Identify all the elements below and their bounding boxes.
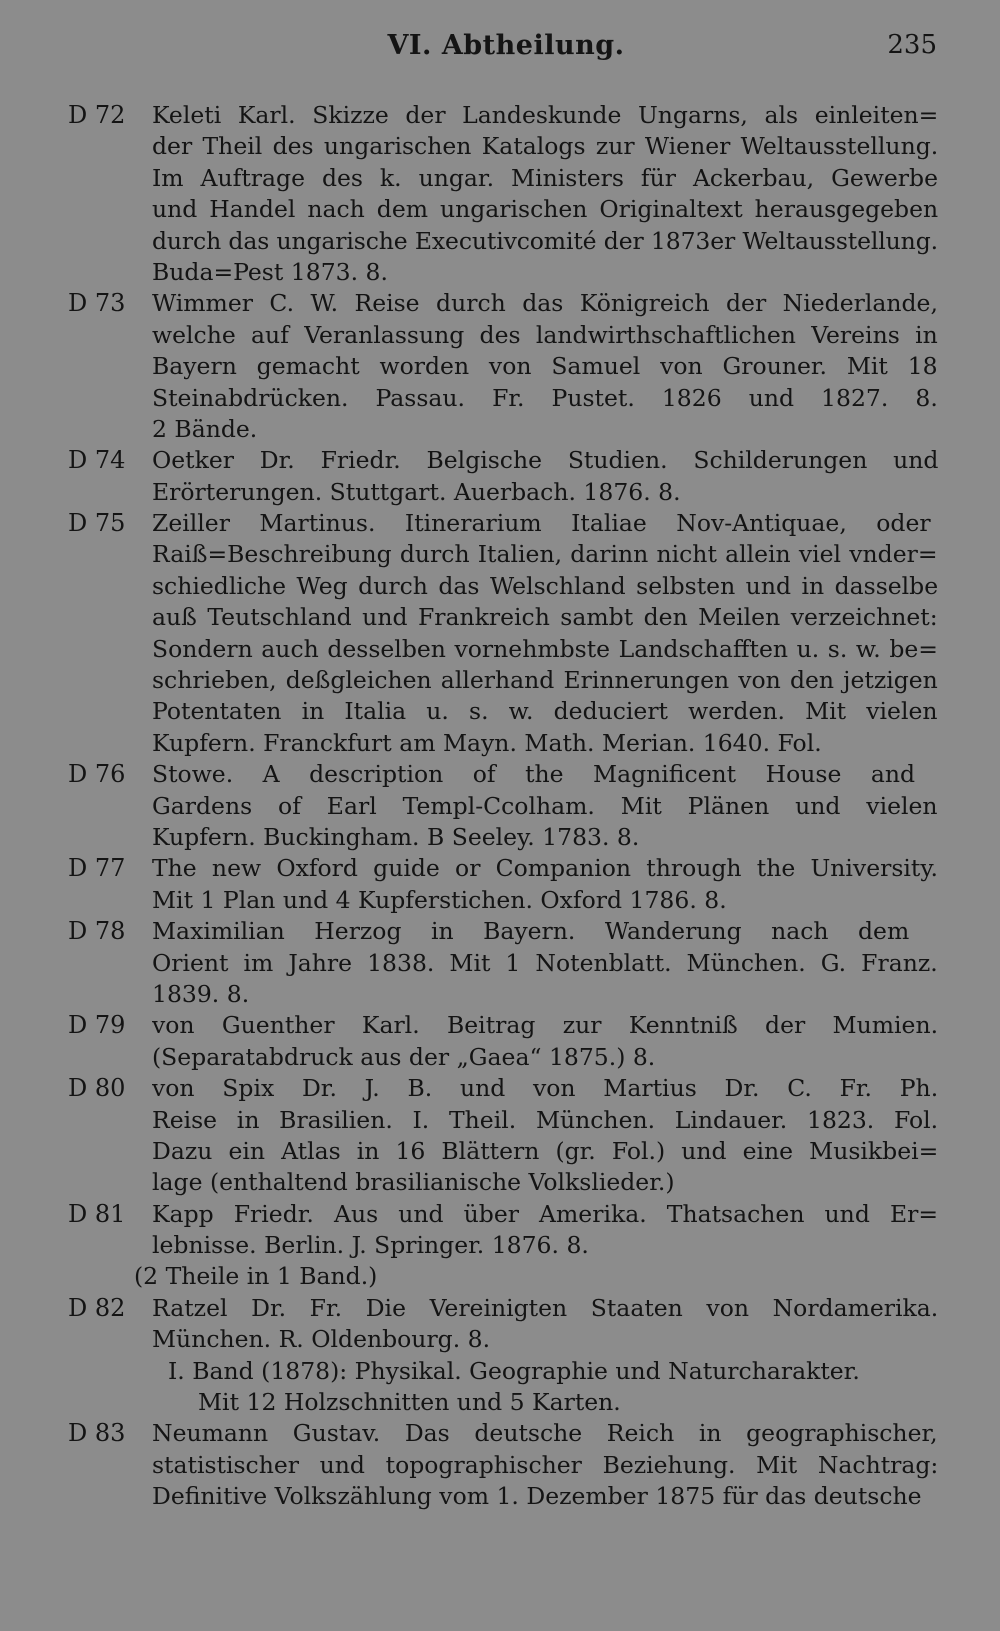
entry-line: Erörterungen. Stuttgart. Auerbach. 1876. 8. <box>152 477 681 506</box>
entry-line: auß Teutschland und Frankreich sambt den Meilen verzeichnet: <box>152 603 938 632</box>
entry-line: lebnisse. Berlin. J. Springer. 1876. 8. <box>152 1231 589 1260</box>
entry-code: D 77 <box>68 854 126 883</box>
catalog-entry <box>68 445 938 508</box>
entry-line: Mit 12 Holzschnitten und 5 Karten. <box>198 1388 621 1417</box>
entry-line: 2 Bände. <box>152 414 258 443</box>
catalog-entry <box>68 1356 938 1387</box>
catalog-entry <box>68 853 938 916</box>
entry-code: D 82 <box>68 1293 126 1322</box>
entry-line: I. Band (1878): Physikal. Geographie und Naturcharakter. <box>168 1356 860 1385</box>
entry-line: München. R. Oldenbourg. 8. <box>152 1325 491 1354</box>
catalog-entry <box>68 1261 938 1292</box>
entry-line: der Theil des ungarischen Katalogs zur Wiener Weltausstellung. <box>152 132 938 161</box>
catalog-entry <box>68 1010 938 1073</box>
section-title: VI. Abtheilung. <box>387 30 625 61</box>
entry-line: Ratzel Dr. Fr. Die Vereinigten Staaten von Nordamerika. <box>152 1293 938 1322</box>
catalog-entry <box>68 916 938 1010</box>
catalog-entry <box>68 1199 938 1262</box>
catalog-entries <box>68 100 938 1513</box>
entry-line: Buda=Pest 1873. 8. <box>152 257 388 286</box>
entry-line: Wimmer C. W. Reise durch das Königreich der Niederlande, <box>152 289 938 318</box>
entry-code: D 74 <box>68 446 126 475</box>
page-number: 235 <box>887 30 937 60</box>
catalog-entry <box>68 508 938 759</box>
entry-line: Kupfern. Buckingham. B Seeley. 1783. 8. <box>152 822 640 851</box>
entry-code: D 75 <box>68 509 126 538</box>
entry-line: (2 Theile in 1 Band.) <box>134 1262 378 1291</box>
entry-code: D 76 <box>68 760 126 789</box>
entry-code: D 79 <box>68 1011 126 1040</box>
entry-code: D 81 <box>68 1199 126 1228</box>
entry-line: von Spix Dr. J. B. und von Martius Dr. C. Fr. Ph. <box>152 1074 938 1103</box>
entry-line: 1839. 8. <box>152 979 250 1008</box>
entry-line: Maximilian Herzog in Bayern. Wanderung nach dem <box>152 917 910 946</box>
entry-code: D 73 <box>68 289 126 318</box>
entry-line: statistischer und topographischer Beziehung. Mit Nachtrag: <box>152 1450 938 1479</box>
entry-line: Definitive Volkszählung vom 1. Dezember 1875 für das deutsche <box>152 1482 922 1511</box>
entry-line: Potentaten in Italia u. s. w. deduciert werden. Mit vielen <box>152 697 938 726</box>
entry-line: Bayern gemacht worden von Samuel von Grouner. Mit 18 <box>152 352 938 381</box>
catalog-entry <box>68 1073 938 1199</box>
entry-line: Oetker Dr. Friedr. Belgische Studien. Schilderungen und <box>152 446 938 475</box>
entry-line: Raiß=Beschreibung durch Italien, darinn nicht allein viel vnder= <box>152 540 938 569</box>
entry-code: D 80 <box>68 1074 126 1103</box>
catalog-entry <box>68 288 938 445</box>
entry-code: D 83 <box>68 1419 126 1448</box>
entry-code: D 72 <box>68 101 126 129</box>
entry-line: durch das ungarische Executivcomité der 1873er Weltausstellung. <box>152 226 938 255</box>
entry-line: von Guenther Karl. Beitrag zur Kenntniß der Mumien. <box>152 1011 938 1040</box>
entry-line: schrieben, deßgleichen allerhand Erinnerungen von den jetzigen <box>152 666 938 695</box>
entry-line: The new Oxford guide or Companion through the University. <box>152 854 938 883</box>
catalog-entry <box>68 100 938 288</box>
entry-line: und Handel nach dem ungarischen Originaltext herausgegeben <box>152 195 938 224</box>
catalog-entry <box>68 1387 938 1418</box>
entry-line: Sondern auch desselben vornehmbste Landschafften u. s. w. be= <box>152 634 938 663</box>
entry-code: D 78 <box>68 917 126 946</box>
entry-line: Stowe. A description of the Magnificent House and <box>152 760 916 789</box>
entry-line: Keleti Karl. Skizze der Landeskunde Ungarns, als einleiten= <box>152 101 938 129</box>
entry-line: Mit 1 Plan und 4 Kupferstichen. Oxford 1786. 8. <box>152 885 727 914</box>
entry-line: Gardens of Earl Templ-Ccolham. Mit Plänen und vielen <box>152 791 938 820</box>
entry-line: schiedliche Weg durch das Welschland selbsten und in dasselbe <box>152 571 938 600</box>
entry-line: welche auf Veranlassung des landwirthschaftlichen Vereins in <box>152 320 938 349</box>
entry-line: lage (enthaltend brasilianische Volkslieder.) <box>152 1168 675 1197</box>
catalog-entry <box>68 1293 938 1356</box>
entry-line: Dazu ein Atlas in 16 Blättern (gr. Fol.) und eine Musikbei= <box>152 1136 938 1165</box>
catalog-entry <box>68 759 938 853</box>
entry-line: Im Auftrage des k. ungar. Ministers für Ackerbau, Gewerbe <box>152 163 938 192</box>
entry-line: Neumann Gustav. Das deutsche Reich in geographischer, <box>152 1419 938 1448</box>
page-header <box>75 30 937 74</box>
entry-line: Steinabdrücken. Passau. Fr. Pustet. 1826 und 1827. 8. <box>152 383 938 412</box>
entry-line: Kapp Friedr. Aus und über Amerika. Thatsachen und Er= <box>152 1199 938 1228</box>
entry-line: Zeiller Martinus. Itinerarium Italiae Nov-Antiquae, oder <box>152 509 931 538</box>
entry-line: Orient im Jahre 1838. Mit 1 Notenblatt. München. G. Franz. <box>152 948 938 977</box>
catalog-entry <box>68 1418 938 1512</box>
entry-line: (Separatabdruck aus der „Gaea“ 1875.) 8. <box>152 1042 656 1071</box>
entry-line: Reise in Brasilien. I. Theil. München. Lindauer. 1823. Fol. <box>152 1105 938 1134</box>
entry-line: Kupfern. Franckfurt am Mayn. Math. Merian. 1640. Fol. <box>152 728 822 757</box>
